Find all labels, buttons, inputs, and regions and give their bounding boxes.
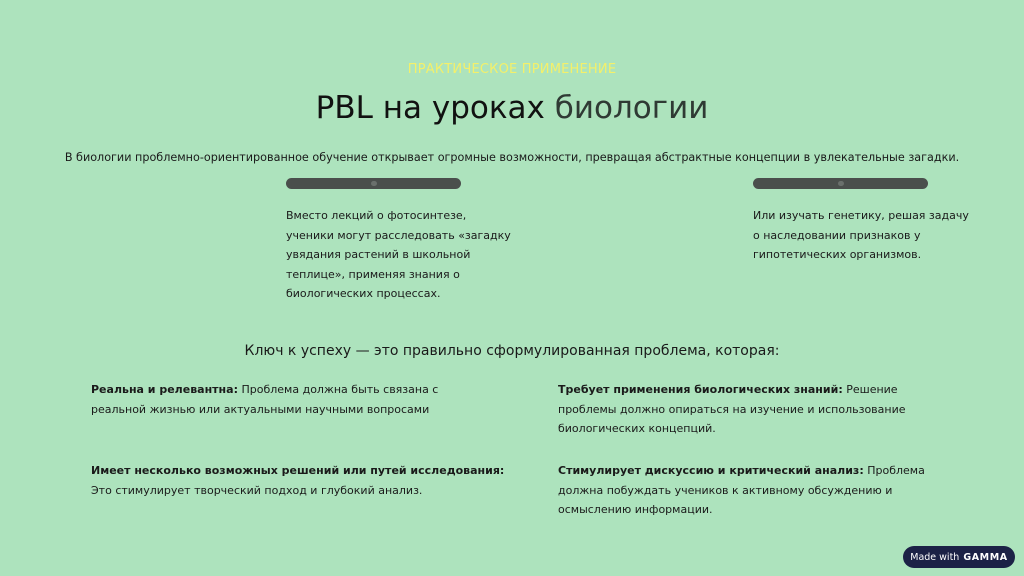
title-part-2: биологии	[554, 90, 709, 126]
criterion-1-text: Проблема должна быть связана с реальной жизнью или актуальными научными вопросами	[91, 383, 439, 416]
badge-prefix: Made with	[910, 551, 960, 563]
criterion-1	[91, 380, 491, 419]
image-icon	[838, 181, 844, 186]
criterion-3-text: Это стимулирует творческий подход и глубокий анализ.	[91, 483, 423, 497]
criterion-4-text: Проблема должна побуждать учеников к активному обсуждению и осмыслению информации.	[558, 464, 925, 516]
intro-text: В биологии проблемно-ориентированное обучение открывает огромные возможности, превращая абстрактные концепции в увлекательные загадки.	[64, 151, 960, 164]
criterion-4-title: Стимулирует дискуссию и критический анализ:	[558, 464, 864, 477]
example-1-text: Вместо лекций о фотосинтезе, ученики могут расследовать «загадку увядания растений в школьной теплице», применяя знания о биологических процессах.	[286, 209, 511, 300]
title-part-1: PBL на уроках	[315, 90, 545, 126]
example-1-image-placeholder	[286, 178, 461, 189]
criterion-3-title: Имеет несколько возможных решений или путей исследования:	[91, 464, 505, 477]
criterion-2-title: Требует применения биологических знаний:	[558, 383, 843, 396]
criterion-2-text: Решение проблемы должно опираться на изучение и использование биологических концепций.	[558, 383, 906, 435]
key-heading: Ключ к успеху — это правильно сформулированная проблема, которая:	[244, 343, 780, 359]
criterion-3	[91, 461, 511, 500]
gamma-logo: GAMMA	[963, 551, 1008, 563]
image-icon	[371, 181, 377, 186]
criterion-2	[558, 380, 938, 439]
criterion-4	[558, 461, 953, 520]
example-2-text: Или изучать генетику, решая задачу о наследовании признаков у гипотетических организмов.	[753, 209, 969, 261]
eyebrow-label: ПРАКТИЧЕСКОЕ ПРИМЕНЕНИЕ	[407, 62, 617, 77]
page-title	[0, 90, 1024, 126]
example-2-image-placeholder	[753, 178, 928, 189]
made-with-gamma-badge[interactable]	[903, 546, 1015, 568]
criterion-1-title: Реальна и релевантна:	[91, 383, 238, 396]
